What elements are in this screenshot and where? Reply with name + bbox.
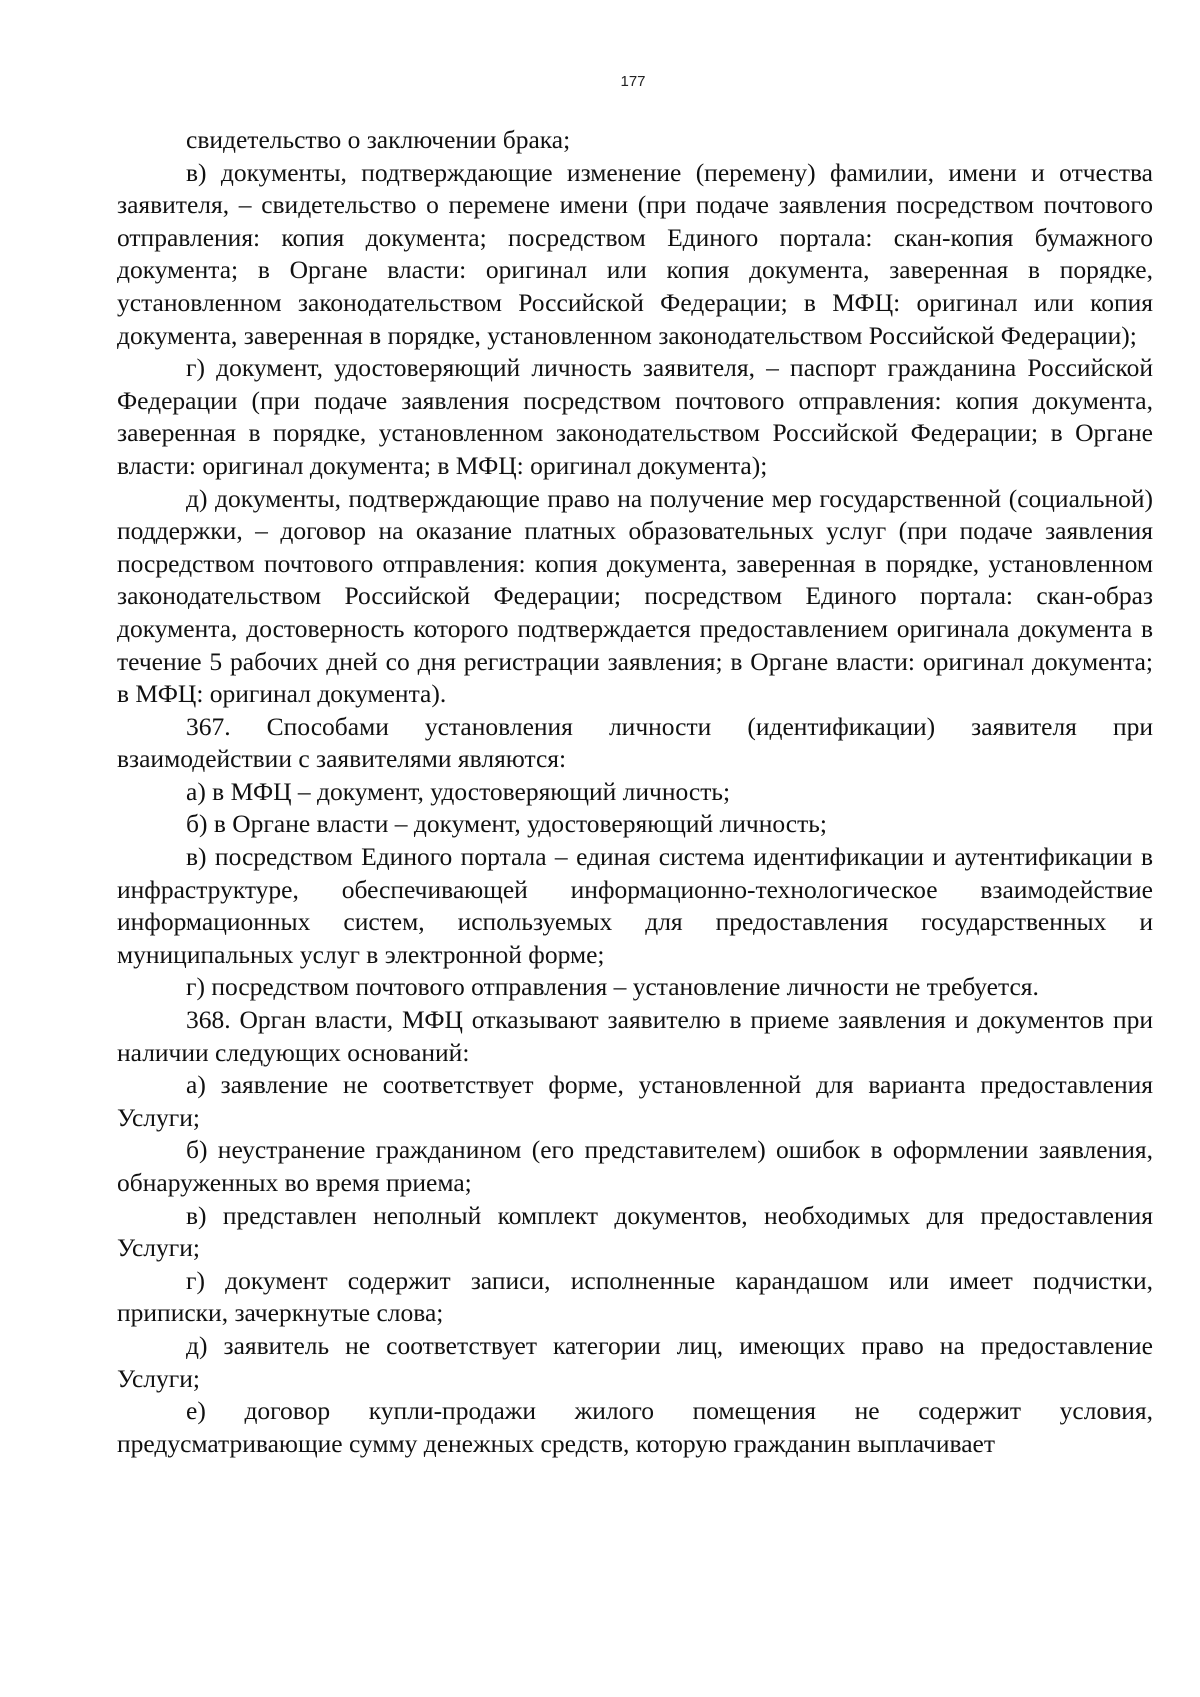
- paragraph-367-identification-methods: 367. Способами установления личности (идентификации) заявителя при взаимодействии с заявителями являются:: [117, 711, 1153, 774]
- document-body: [117, 124, 1153, 1460]
- list-item-368-a: а) заявление не соответствует форме, установленной для варианта предоставления Услуги;: [117, 1070, 1153, 1132]
- list-item-368-g: г) документ содержит записи, исполненные карандашом или имеет подчистки, приписки, зачеркнутые слова;: [117, 1265, 1153, 1328]
- list-item-368-v: в) представлен неполный комплект документов, необходимых для предоставления Услуги;: [117, 1200, 1153, 1263]
- paragraph-support-right-documents: д) документы, подтверждающие право на получение мер государственной (социальной) поддержки, – договор на оказание платных образовательных услуг (при подаче заявления посредством почтового отправления: копия документа, заверенная в порядке, установленном законодательством Российской Федерации; посредством Единого портала: скан-образ документа, достоверность которого подтверждается предоставлением оригинала документа в течение 5 рабочих дней со дня регистрации заявления; в Органе власти: оригинал документа; в МФЦ: оригинал документа).: [117, 483, 1153, 709]
- list-item-368-b: б) неустранение гражданином (его представителем) ошибок в оформлении заявления, обнаруженных во время приема;: [117, 1135, 1153, 1197]
- list-item-368-d: д) заявитель не соответствует категории лиц, имеющих право на предоставление Услуги;: [117, 1330, 1153, 1393]
- list-item-367-v: в) посредством Единого портала – единая система идентификации и аутентификации в инфраструктуре, обеспечивающей информационно-технологическое взаимодействие информационных систем, используемых для предоставления государственных и муниципальных услуг в электронной форме;: [117, 842, 1153, 969]
- paragraph-name-change-documents: в) документы, подтверждающие изменение (перемену) фамилии, имени и отчества заявителя, – свидетельство о перемене имени (при подаче заявления посредством почтового отправления: копия документа; посредством Единого портала: скан-копия бумажного документа; в Органе власти: оригинал или копия документа, заверенная в порядке, установленном законодательством Российской Федерации; в МФЦ: оригинал или копия документа, заверенная в порядке, установленном законодательством Российской Федерации);: [117, 157, 1153, 350]
- list-item-367-b: б) в Органе власти – документ, удостоверяющий личность;: [186, 809, 827, 839]
- paragraph-marriage-certificate: свидетельство о заключении брака;: [186, 125, 571, 154]
- list-item-367-a: а) в МФЦ – документ, удостоверяющий личность;: [186, 776, 731, 806]
- paragraph-368-refusal-grounds: 368. Орган власти, МФЦ отказывают заявителю в приеме заявления и документов при наличии следующих оснований:: [117, 1005, 1153, 1067]
- page-number: 177: [620, 73, 646, 90]
- list-item-368-e: е) договор купли-продажи жилого помещения не содержит условия, предусматривающие сумму денежных средств, которую гражданин выплачивает: [117, 1396, 1153, 1458]
- list-item-367-g: г) посредством почтового отправления – установление личности не требуется.: [186, 972, 1039, 1002]
- paragraph-identity-document: г) документ, удостоверяющий личность заявителя, – паспорт гражданина Российской Федерации (при подаче заявления посредством почтового отправления: копия документа, заверенная в порядке, установленном законодательством Российской Федерации; в Органе власти: оригинал документа; в МФЦ: оригинал документа);: [117, 353, 1153, 480]
